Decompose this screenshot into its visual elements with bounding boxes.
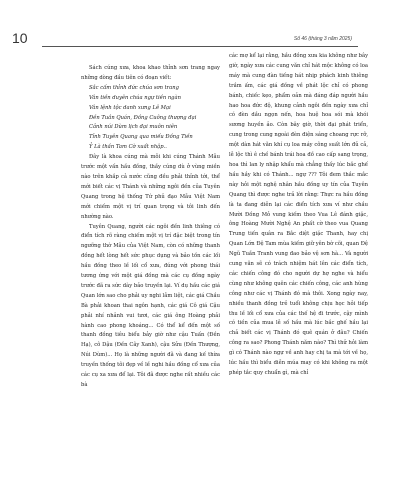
intro-paragraph: Sách cúng xưa, khoa khao thỉnh sơn trang ngay những dòng đầu tiên có đoạn viết: [81, 65, 220, 81]
verse-line: Tỉnh Tuyên Quang qua miếu Đồng Tiền [89, 134, 193, 141]
right-column [229, 52, 368, 462]
verse-line: Cảnh núi Dùm lịch đại muôn niên [89, 124, 178, 131]
body-paragraph: Đây là khoa cúng mà mỗi khi cúng Thánh Mẫu trước một vấn hầu đồng, thầy cúng dù ở vùng miền nào trên khắp cả nước cũng đều phải thỉnh tới, thể mới biết các vị Thánh và những ngôi đền của Tuyên Quang trong hệ thống Tứ phủ đạo Mẫu Việt Nam mới chiếm một vị trí quan trọng và tôi linh đến nhường nào. [81, 154, 220, 220]
verse-line: Sắc cấm thỉnh đức chúa sơn trang [89, 84, 179, 91]
page-number: 10 [12, 30, 28, 46]
left-column [81, 64, 220, 462]
verse-line: Vân lệnh tộc danh xưng Lê Mại [89, 104, 171, 111]
body-paragraph: các mợ kể lại rằng, hầu đồng xưa kia không như bây giờ, ngày xưa các cung văn chỉ hát mộc không có loa máy mà cung đàn tiếng hát nhịp phách kinh thiêng trầm ấm, các giá đồng về phát lộc chỉ có phong bánh, chiếc kẹo, phẩm oản mà đáng đáp người hầu hao hoa đức độ, khung cảnh ngôi đền ngày xưa chỉ có đèn dầu ngọn nến, hoa huệ hoa sói mà khói sương huyền ảo. Còn bây giờ, thời đại phát triển, cung trong cung ngoài đèn điện sáng choang rực rỡ, một dàn hát văn khí cụ loa máy công suất lớn đủ cả, lễ lộc thì ê chề bánh trái hoa đồ cao cấp sang trọng, hoa thì lan ly nhập khẩu mà chẳng thấy lúc bắc ghế hầu hầy khi có Thánh... ngự ??? Tôi đem thắc mắc này hỏi một nghệ nhân hầu đồng uy tín của Tuyên Quang thì được nghe trả lời rằng: Thực ra hầu đồng là ta đang diễn lại các điển tích xưa ví như chầu Mười Đồng Mỏ vung kiếm theo Vua Lê đánh giặc, ông Hoàng Mười Nghệ An phất cờ theo vua Quang Trung tiến quân ra Bắc diệt giặc Thanh, hay chị Quan Lớn Đệ Tam mùa kiếm giữ yên bờ cõi, quan Đệ Ngũ Tuần Tranh vung đao bảo vệ sơn hà... Và người cung văn sẽ có trách nhiệm hát lên các điển tích, các chiến công đó cho người dự hợ nghe và hiểu cùng như không quên các chiến công, các anh hùng công như các vị Thánh đó mà thôi. Xong ngày nay, nhiều thanh đồng trẻ tuổi không chịu học hỏi tiếp thu lề lối cổ xưa của các thế hệ đi trước, cậy mình có tiền của mua lễ số hầu mà lúc bắc ghế hầu lại chả biết các vị Thánh đó quê quán ở đâu? Chiến công ra sao? Phong Thánh năm nào? Thì thử hỏi làm gì có Thánh nào ngự về anh hay chị ta mà tới về họ, lúc hầu thì biểu diễn múa may có khi không ra một phép tắc quy chuẩn gì, mà chỉ [229, 53, 368, 376]
verse-line: Ỷ Là thần Tam Cờ xuất nhập.. [89, 144, 167, 151]
verse-line: Đền Tuần Quán, Đồng Cuông thượng đại [89, 114, 197, 121]
header-rule [42, 46, 358, 47]
verse-line: Vân tiền duyên chúa ngự tiền ngàn [89, 94, 181, 101]
issue-label: Số 46 (tháng 3 năm 2025) [293, 36, 352, 42]
body-paragraph: Tuyên Quang, người các ngôi đền linh thiêng có điển tích rõ ràng chiếm một vị trí đặc biệt trong tín ngưỡng thờ Mẫu của Việt Nam, còn có những thanh đồng hết lòng hết sức phục dụng và bảo tồn các lối hầu đồng theo lề lối cổ xưa, đúng với phong thái tương ứng với một giá đồng mà các cụ đồng ngày trước đã ra sức dày bảo truyền lại. Ví dụ hầu các giá Quan lớn sao cho phải uy nghi lẫm liệt, các giá Chầu Bà phải khoan thai ngôn hạnh, các giá Cô giá Cậu phải nhí nhảnh vui tươi, các giá ông Hoàng phải hành cao phong khoáng... Có thể kể đến một số thanh đồng tiêu biểu bảy giờ như cậu Tuấn (Đền Hạ), cô Dậu (Đền Cây Xanh), cậu Sửu (Đền Thượng, Núi Dùm)... Họ là những người đã và đang kế thừa truyền thống tôi đẹp về lề nghi hầu đồng cổ xưa của các cụ xa xưa để lại. Tôi đã được nghe rất nhiều các bà [81, 223, 220, 388]
